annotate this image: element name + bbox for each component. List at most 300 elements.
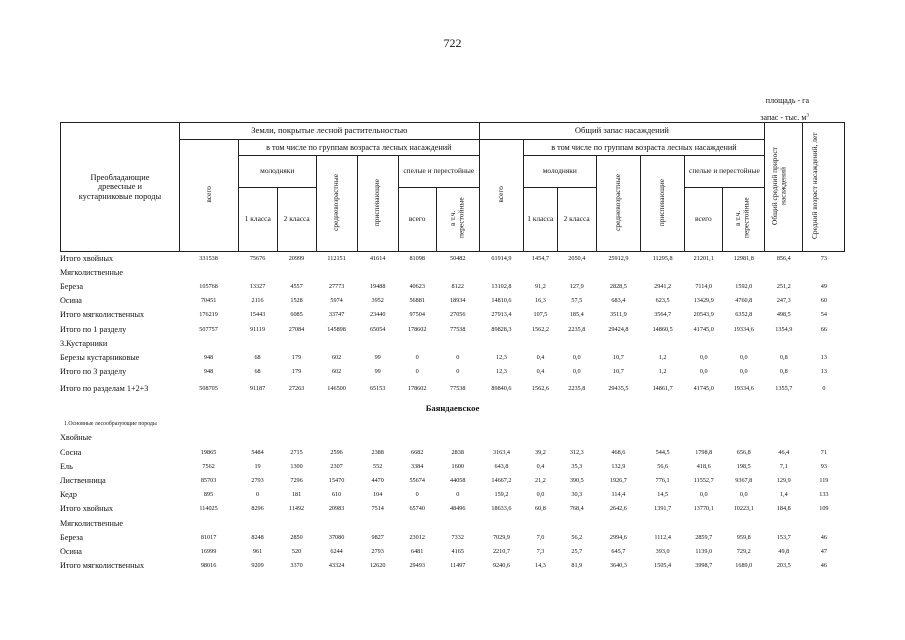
table-cell: [723, 336, 765, 350]
table-row: [60, 488, 845, 502]
table-cell: 1689,0: [735, 562, 753, 570]
table-cell: 91119: [250, 325, 266, 333]
table-cell: 16999: [200, 547, 217, 555]
table-header: [60, 122, 845, 252]
table-cell: 57,5: [571, 297, 583, 305]
table-cell: 856,4: [776, 254, 791, 262]
table-row: [60, 544, 845, 558]
table-cell: 49: [820, 282, 827, 290]
table-cell: [803, 516, 845, 530]
table-cell: 13: [820, 353, 827, 361]
table-cell: 0,0: [699, 491, 708, 499]
table-cell: 109: [819, 505, 829, 513]
stock-group-header: Общий запас насаждений: [479, 123, 764, 140]
table-cell: 37080: [328, 533, 345, 541]
table-cell: 3998,7: [695, 562, 713, 570]
row-label: Береза: [60, 281, 84, 291]
table-cell: 81,9: [571, 562, 583, 570]
table-cell: 11497: [450, 562, 466, 570]
table-cell: 129,9: [776, 477, 791, 485]
table-cell: [436, 516, 479, 530]
row-label: Кедр: [60, 490, 77, 500]
stock-unit-text: запас - тыс. м: [760, 113, 807, 122]
table-cell: 544,5: [655, 448, 670, 456]
table-cell: [436, 336, 479, 350]
row-label: Итого по разделам 1+2+3: [60, 384, 149, 394]
table-cell: 961: [252, 547, 263, 555]
table-cell: 0: [822, 385, 826, 393]
table-cell: 35,3: [571, 462, 583, 470]
table-cell: 602: [331, 353, 342, 361]
table-cell: 40623: [409, 282, 425, 290]
table-cell: 1391,7: [654, 505, 672, 513]
table-cell: 12981,8: [733, 254, 754, 262]
table-cell: 948: [203, 353, 214, 361]
table-cell: 5974: [330, 297, 343, 305]
stock-class2-header: 2 класса: [557, 188, 596, 252]
land-middle-header: [316, 156, 357, 252]
table-cell: 0,4: [536, 353, 545, 361]
table-cell: [277, 431, 316, 445]
table-cell: 1139,0: [695, 547, 713, 555]
table-cell: 768,4: [569, 505, 584, 513]
table-cell: 0: [415, 368, 419, 376]
table-cell: 19865: [200, 448, 217, 456]
table-cell: [436, 265, 479, 279]
table-cell: 7332: [451, 533, 464, 541]
table-cell: 85703: [200, 477, 217, 485]
table-cell: 2210,7: [492, 547, 510, 555]
table-cell: 10,7: [612, 368, 624, 376]
table-cell: 61914,9: [491, 254, 512, 262]
table-cell: 8296: [251, 505, 264, 513]
table-cell: 12620: [369, 562, 386, 570]
table-cell: 1,2: [658, 368, 667, 376]
table-cell: 418,6: [696, 462, 711, 470]
table-cell: 46: [820, 533, 827, 541]
table-cell: [357, 265, 398, 279]
stock-total-header: [479, 140, 523, 252]
row-label: Итого хвойных: [60, 504, 114, 514]
row-label: Хвойные: [60, 433, 92, 443]
table-cell: [765, 431, 803, 445]
table-cell: 56,2: [571, 533, 583, 541]
table-cell: 645,7: [611, 547, 626, 555]
table-cell: [685, 336, 723, 350]
table-row: [60, 559, 845, 573]
table-cell: 7296: [290, 477, 303, 485]
table-cell: [316, 265, 357, 279]
table-cell: [596, 265, 640, 279]
land-total-text: всего: [203, 185, 213, 203]
table-cell: 3564,7: [654, 311, 672, 319]
table-cell: [277, 516, 316, 530]
table-cell: [557, 516, 596, 530]
table-cell: [685, 265, 723, 279]
table-cell: 1926,7: [609, 477, 627, 485]
region-title: Баяндаевское: [425, 402, 480, 413]
stock-total-text: всего: [496, 185, 506, 203]
table-cell: 25,7: [571, 547, 583, 555]
table-cell: 393,0: [655, 547, 670, 555]
land-overmature-text: в т.ч. перестойные: [447, 197, 466, 239]
table-cell: [277, 336, 316, 350]
table-cell: 15470: [328, 477, 345, 485]
table-cell: 75676: [249, 254, 266, 262]
table-cell: 21201,1: [693, 254, 714, 262]
table-cell: 610: [331, 491, 342, 499]
table-cell: 729,2: [736, 547, 751, 555]
table-cell: [316, 336, 357, 350]
table-cell: 0: [415, 491, 419, 499]
table-cell: 0,8: [779, 368, 788, 376]
table-cell: [316, 431, 357, 445]
stock-unit-label: [760, 113, 809, 122]
table-cell: 0,4: [536, 462, 545, 470]
table-cell: [524, 336, 558, 350]
table-cell: 312,3: [569, 448, 584, 456]
table-row: [60, 502, 845, 516]
table-cell: 127,9: [569, 282, 584, 290]
table-cell: 65153: [369, 385, 386, 393]
table-cell: 55674: [409, 477, 425, 485]
table-cell: 7,0: [536, 533, 545, 541]
row-label: Ель: [60, 461, 73, 471]
table-cell: 1454,7: [531, 254, 549, 262]
table-cell: 6481: [410, 547, 424, 555]
table-cell: 0,0: [572, 368, 581, 376]
table-cell: 56881: [409, 297, 425, 305]
table-cell: 2307: [330, 462, 343, 470]
table-cell: 1798,8: [695, 448, 713, 456]
table-cell: 0,0: [739, 368, 748, 376]
table-cell: 112151: [327, 254, 346, 262]
table-cell: 176219: [199, 311, 218, 319]
table-cell: 18934: [450, 297, 466, 305]
page-number: 722: [443, 36, 462, 50]
table-cell: 10223,1: [733, 505, 754, 513]
table-cell: 41745,0: [693, 385, 714, 393]
table-cell: 43324: [328, 562, 345, 570]
table-cell: 6244: [330, 547, 343, 555]
table-cell: 41745,0: [693, 325, 714, 333]
table-cell: 105768: [199, 282, 218, 290]
table-cell: 27263: [288, 385, 305, 393]
table-cell: [398, 431, 436, 445]
species-header: [61, 123, 180, 252]
stock-unit-superscript: 3: [806, 113, 809, 119]
table-cell: 70451: [200, 297, 217, 305]
table-row: [60, 350, 845, 364]
table-cell: 203,5: [776, 562, 791, 570]
table-cell: [803, 431, 845, 445]
table-cell: [357, 431, 398, 445]
stock-young-header: молодняки: [523, 156, 596, 188]
table-cell: 9827: [371, 533, 384, 541]
table-cell: 7,3: [536, 547, 545, 555]
table-cell: [685, 516, 723, 530]
table-cell: 2793: [371, 547, 384, 555]
table-cell: 12,3: [496, 353, 507, 361]
table-cell: 107,5: [533, 311, 548, 319]
table-cell: 198,5: [736, 462, 751, 470]
table-cell: 20999: [288, 254, 305, 262]
table-cell: 97504: [409, 311, 425, 319]
table-cell: [357, 336, 398, 350]
table-cell: 77538: [450, 325, 466, 333]
table-cell: [765, 516, 803, 530]
row-label: Мягколиственные: [60, 518, 123, 528]
table-cell: 48496: [450, 505, 466, 513]
table-cell: [685, 431, 723, 445]
table-cell: 2850: [290, 533, 303, 541]
table-cell: 54: [820, 311, 827, 319]
table-cell: 50482: [450, 254, 466, 262]
table-cell: 8122: [451, 282, 464, 290]
table-cell: 19488: [369, 282, 386, 290]
land-mature-total-header: всего: [398, 188, 436, 252]
table-cell: 66: [820, 325, 827, 333]
table-cell: 159,2: [494, 491, 509, 499]
table-cell: [723, 265, 765, 279]
table-cell: 27773: [328, 282, 345, 290]
table-cell: 30,3: [571, 491, 583, 499]
table-cell: 13770,1: [693, 505, 714, 513]
stock-middle-header: [596, 156, 640, 252]
table-cell: [557, 336, 596, 350]
table-cell: [524, 265, 558, 279]
row-label: Итого мягколиственных: [60, 561, 145, 571]
table-cell: 948: [203, 368, 214, 376]
table-cell: 0,0: [536, 491, 545, 499]
table-cell: 185,4: [569, 311, 584, 319]
table-cell: 27913,4: [491, 311, 512, 319]
table-cell: 29493: [409, 562, 425, 570]
table-cell: [765, 265, 803, 279]
table-cell: 5484: [251, 448, 264, 456]
table-cell: 2235,8: [568, 385, 586, 393]
table-cell: 2596: [330, 448, 343, 456]
table-cell: [596, 336, 640, 350]
table-cell: 181: [291, 491, 302, 499]
table-cell: 0,8: [779, 353, 788, 361]
table-cell: 12,3: [496, 368, 507, 376]
land-total-header: [179, 140, 238, 252]
table-cell: 2838: [451, 448, 464, 456]
table-cell: 49,8: [778, 547, 790, 555]
table-cell: [479, 516, 523, 530]
table-cell: 1528: [290, 297, 303, 305]
land-class1-header: 1 класса: [238, 188, 277, 252]
table-cell: 6682: [410, 448, 424, 456]
table-cell: [316, 516, 357, 530]
table-cell: 19334,6: [733, 325, 754, 333]
table-cell: 507757: [199, 325, 218, 333]
table-body: [60, 251, 845, 573]
table-cell: [238, 516, 277, 530]
table-cell: 9209: [251, 562, 264, 570]
table-cell: 179: [291, 353, 302, 361]
table-row: [60, 473, 845, 487]
table-cell: 7029,9: [492, 533, 510, 541]
table-cell: 14861,7: [652, 385, 673, 393]
table-cell: 60,8: [535, 505, 546, 513]
table-cell: 0,0: [739, 491, 748, 499]
table-cell: 0: [456, 491, 460, 499]
table-cell: 93: [820, 462, 827, 470]
area-unit-label: площадь - га: [765, 96, 809, 105]
table-cell: 6352,8: [735, 311, 753, 319]
table-cell: 1505,4: [654, 562, 672, 570]
table-cell: 39,2: [535, 448, 546, 456]
table-cell: [398, 336, 436, 350]
growth-header-text: Общий средний прирост насаждений: [770, 146, 788, 225]
table-cell: [179, 516, 238, 530]
table-cell: 27084: [288, 325, 305, 333]
table-row: [60, 251, 845, 265]
table-cell: 7,1: [779, 462, 788, 470]
table-cell: 7514: [371, 505, 384, 513]
table-cell: 1,2: [658, 353, 667, 361]
table-cell: 0,0: [699, 353, 708, 361]
stock-mature-total-header: всего: [684, 188, 722, 252]
table-cell: 60: [820, 297, 827, 305]
table-cell: 33747: [328, 311, 345, 319]
table-cell: 18633,6: [491, 505, 512, 513]
row-label: Итого по 3 разделу: [60, 367, 127, 377]
table-cell: 0,0: [739, 353, 748, 361]
table-cell: [641, 336, 685, 350]
table-cell: 14,5: [657, 491, 669, 499]
table-cell: 8248: [251, 533, 264, 541]
table-cell: 44058: [450, 477, 466, 485]
table-cell: 46: [820, 562, 827, 570]
stock-overmature-text: в т.ч. перестойные: [733, 197, 751, 239]
land-class2-header: 2 класса: [277, 188, 316, 252]
table-cell: 656,8: [736, 448, 751, 456]
table-cell: 7114,0: [695, 282, 713, 290]
growth-header: [764, 123, 802, 252]
table-cell: 2941,2: [654, 282, 672, 290]
table-cell: 683,4: [611, 297, 626, 305]
table-cell: 552: [373, 462, 383, 470]
table-cell: 89828,3: [491, 325, 512, 333]
table-cell: 99: [374, 368, 381, 376]
table-cell: 119: [819, 477, 829, 485]
table-cell: 23012: [409, 533, 425, 541]
table-cell: 13102,8: [491, 282, 512, 290]
table-cell: 19334,6: [733, 385, 754, 393]
land-premature-header: [357, 156, 398, 252]
land-premature-text: приспевающие: [372, 178, 382, 226]
table-cell: 65054: [369, 325, 386, 333]
table-cell: 1355,7: [775, 385, 793, 393]
table-cell: 11295,8: [652, 254, 673, 262]
table-cell: 89840,6: [491, 385, 512, 393]
table-cell: 11552,7: [693, 477, 714, 485]
land-group-header: Земли, покрытые лесной растительностью: [179, 123, 479, 140]
table-cell: 468,6: [611, 448, 626, 456]
table-cell: 3163,4: [492, 448, 510, 456]
table-cell: 3384: [410, 462, 424, 470]
table-cell: 133: [819, 491, 829, 499]
table-cell: 114,4: [611, 491, 626, 499]
table-cell: 251,2: [776, 282, 791, 290]
row-label: 3.Кустарники: [60, 338, 108, 348]
table-cell: [398, 265, 436, 279]
table-cell: 81098: [409, 254, 425, 262]
row-label: Мягколиственные: [60, 267, 123, 277]
table-cell: 2859,7: [695, 533, 713, 541]
species-header-text: Преобладающие древесные и кустарниковые породы: [78, 172, 162, 201]
table-cell: 25912,9: [608, 254, 629, 262]
table-cell: 20543,9: [693, 311, 714, 319]
stock-overmature-header: [722, 188, 764, 252]
table-cell: [803, 265, 845, 279]
table-cell: 146500: [327, 385, 346, 393]
table-cell: [765, 336, 803, 350]
table-cell: [596, 431, 640, 445]
stock-age-groups-header: в том числе по группам возраста лесных насаждений: [523, 140, 764, 156]
table-cell: 7562: [202, 462, 215, 470]
table-cell: 20983: [328, 505, 345, 513]
table-cell: 91,2: [535, 282, 546, 290]
table-cell: 68: [254, 368, 261, 376]
land-young-header: молодняки: [238, 156, 316, 188]
table-cell: 4470: [371, 477, 384, 485]
table-cell: 6085: [290, 311, 303, 319]
row-label: Сосна: [60, 447, 82, 457]
table-cell: [557, 265, 596, 279]
stock-premature-header: [640, 156, 684, 252]
table-cell: 13429,9: [693, 297, 714, 305]
table-cell: 602: [331, 368, 342, 376]
table-cell: 1112,4: [654, 533, 671, 541]
table-row: [60, 294, 845, 308]
table-cell: 23440: [369, 311, 386, 319]
table-cell: [479, 431, 523, 445]
table-cell: 15443: [249, 311, 266, 319]
table-cell: 153,7: [776, 533, 791, 541]
table-cell: 99: [374, 353, 381, 361]
table-cell: 29424,8: [608, 325, 629, 333]
table-cell: 3640,3: [609, 562, 627, 570]
table-cell: 91187: [249, 385, 266, 393]
table-cell: 104: [373, 491, 383, 499]
table-cell: 2235,8: [568, 325, 586, 333]
table-cell: 2793: [251, 477, 264, 485]
table-cell: 331538: [199, 254, 218, 262]
row-label: Осина: [60, 296, 82, 306]
table-cell: 9367,8: [735, 477, 753, 485]
table-cell: 19: [254, 462, 261, 470]
table-row: [60, 308, 845, 322]
table-cell: 114025: [199, 505, 218, 513]
table-cell: 623,5: [655, 297, 670, 305]
table-cell: 390,5: [569, 477, 584, 485]
table-cell: 4165: [451, 547, 464, 555]
table-row: [60, 279, 845, 293]
table-row: [60, 365, 845, 379]
table-cell: 508705: [199, 385, 218, 393]
table-cell: [436, 431, 479, 445]
table-cell: 81017: [200, 533, 217, 541]
stock-mature-header: спелые и перестойные: [684, 156, 764, 188]
row-label: Лиственница: [60, 476, 106, 486]
table-cell: 2642,6: [609, 505, 627, 513]
table-cell: 41614: [369, 254, 386, 262]
table-cell: 1,4: [779, 491, 788, 499]
